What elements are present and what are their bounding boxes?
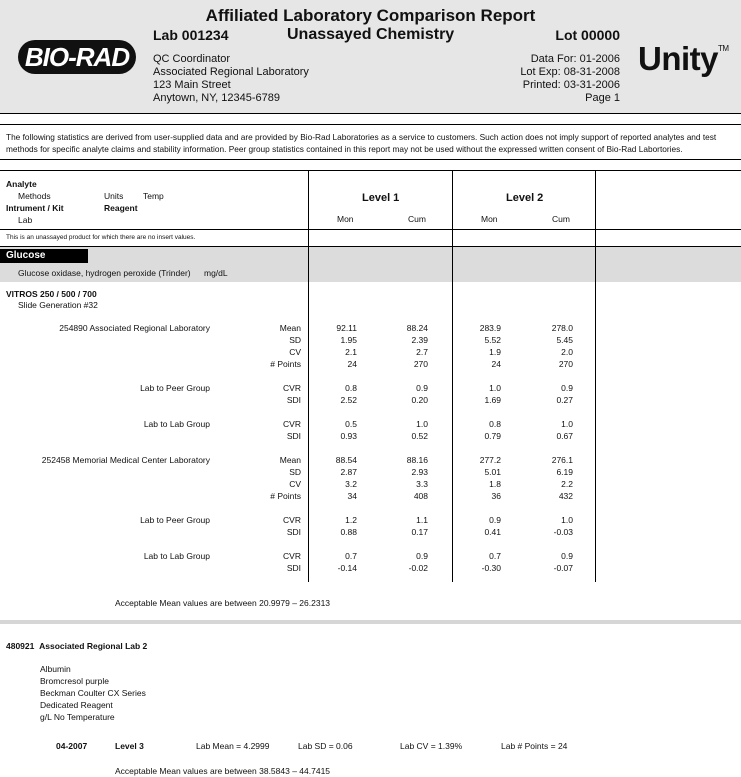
section2-level: Level 3 [115, 741, 144, 751]
peer-row-l2-mon: 0.9 [489, 515, 501, 525]
stat-row-l1-mon: 2.87 [340, 467, 357, 477]
peer-row-l1-mon: 0.8 [345, 383, 357, 393]
acceptable-range-1: Acceptable Mean values are between 20.9979 – 26.2313 [115, 598, 331, 608]
section2-lab-sd: Lab SD = 0.06 [298, 741, 353, 751]
stat-row-l1-mon: 88.54 [335, 455, 357, 465]
product-name: Unassayed Chemistry [287, 26, 455, 43]
labgroup-row-label: SDI [286, 431, 301, 441]
peer-row-l2-cum: 0.27 [556, 395, 573, 405]
labgroup-row-l1-mon: 0.93 [340, 431, 357, 441]
analyte-name: Glucose [0, 249, 88, 263]
analyte-method: Glucose oxidase, hydrogen peroxide (Trinder) [18, 268, 191, 278]
lab-number: Lab 001234 [153, 27, 229, 43]
peer-row-l2-mon: 1.69 [484, 395, 501, 405]
stat-row-l2-cum: 270 [558, 359, 573, 369]
stat-row-l2-cum: 2.0 [561, 347, 573, 357]
stat-row-l1-mon: 34 [347, 491, 357, 501]
stat-row-l1-cum: 408 [413, 491, 428, 501]
level1-header: Level 1 [362, 192, 400, 204]
section2-date: 04-2007 [56, 741, 88, 751]
labgroup-row-l1-cum: 1.0 [416, 419, 428, 429]
stat-row-l2-mon: 5.01 [484, 467, 501, 477]
labgroup-row-l1-mon: 0.5 [345, 419, 357, 429]
stat-row-label: CV [289, 347, 301, 357]
l1-cum-header: Cum [408, 214, 426, 224]
peer-row-l1-mon: 0.88 [340, 527, 357, 537]
stat-row-l1-cum: 3.3 [416, 479, 428, 489]
stat-row-l2-mon: 1.8 [489, 479, 501, 489]
peer-row-l1-cum: 0.17 [411, 527, 428, 537]
lab-name: 252458 Memorial Medical Center Laboratory [41, 455, 210, 465]
stat-row-label: CV [289, 479, 301, 489]
stat-row-l1-cum: 2.7 [416, 347, 428, 357]
stat-row-l2-mon: 1.9 [489, 347, 501, 357]
col-analyte: Analyte [6, 179, 37, 189]
section2-lab-mean: Lab Mean = 4.2999 [196, 741, 270, 751]
col-units: Units [104, 191, 124, 201]
stat-row-l1-cum: 2.39 [411, 335, 428, 345]
labgroup-row-label: SDI [286, 563, 301, 573]
acceptable-range-2: Acceptable Mean values are between 38.5843 – 44.7415 [115, 766, 331, 776]
report-title: Affiliated Laboratory Comparison Report [205, 6, 536, 25]
peer-row-label: SDI [286, 527, 301, 537]
labgroup-row-l2-cum: 0.67 [556, 431, 573, 441]
stat-row-label: Mean [279, 455, 301, 465]
stat-row-label: SD [289, 467, 301, 477]
labgroup-row-label: CVR [283, 419, 301, 429]
peer-row-label: CVR [283, 515, 301, 525]
labgroup-row-l2-cum: -0.07 [553, 563, 573, 573]
col-instrument: Intrument / Kit [6, 203, 64, 213]
stat-row-l2-cum: 432 [558, 491, 573, 501]
labgroup-row-l2-cum: 0.9 [561, 551, 573, 561]
l2-mon-header: Mon [481, 214, 498, 224]
peer-row-label: SDI [286, 395, 301, 405]
instrument-name: VITROS 250 / 500 / 700 [6, 289, 97, 299]
peer-row-l2-cum: -0.03 [553, 527, 573, 537]
unity-logo: Unity™ [638, 40, 729, 77]
stat-row-l1-cum: 88.24 [406, 323, 428, 333]
peer-row-l2-cum: 0.9 [561, 383, 573, 393]
address-block: QC Coordinator Associated Regional Laboratory 123 Main Street Anytown, NY, 12345-6789 [153, 53, 309, 104]
stat-row-l1-mon: 24 [347, 359, 357, 369]
labgroup-row-l1-mon: 0.7 [345, 551, 357, 561]
stat-row-l1-mon: 1.95 [340, 335, 357, 345]
labgroup-row-l2-mon: 0.8 [489, 419, 501, 429]
labgroup-row-l1-mon: -0.14 [337, 563, 357, 573]
stat-row-l2-mon: 24 [491, 359, 501, 369]
lab-group-title: Lab to Lab Group [143, 551, 210, 561]
peer-group-title: Lab to Peer Group [140, 383, 210, 393]
section2-lab-points: Lab # Points = 24 [501, 741, 568, 751]
stat-row-l2-mon: 277.2 [479, 455, 501, 465]
stat-row-l1-cum: 88.16 [406, 455, 428, 465]
l2-cum-header: Cum [552, 214, 570, 224]
level2-header: Level 2 [506, 192, 544, 204]
stat-row-label: # Points [270, 491, 301, 501]
stat-row-l1-mon: 3.2 [345, 479, 357, 489]
peer-row-l2-cum: 1.0 [561, 515, 573, 525]
labgroup-row-l1-cum: -0.02 [408, 563, 428, 573]
stat-row-l2-cum: 276.1 [551, 455, 573, 465]
stat-row-l1-mon: 2.1 [345, 347, 357, 357]
labgroup-row-l2-mon: 0.7 [489, 551, 501, 561]
labgroup-row-l2-mon: -0.30 [481, 563, 501, 573]
peer-row-label: CVR [283, 383, 301, 393]
instrument-generation: Slide Generation #32 [18, 300, 98, 310]
stat-row-l2-cum: 5.45 [556, 335, 573, 345]
col-temp: Temp [143, 191, 164, 201]
stat-row-l1-cum: 270 [413, 359, 428, 369]
section2-details: Albumin Bromcresol purple Beckman Coulter CX Series Dedicated Reagent g/L No Temperature [40, 664, 146, 722]
analyte-units: mg/dL [204, 268, 228, 278]
stat-row-l2-mon: 5.52 [484, 335, 501, 345]
l1-mon-header: Mon [337, 214, 354, 224]
labgroup-row-l2-cum: 1.0 [561, 419, 573, 429]
stat-row-l1-mon: 92.11 [336, 323, 357, 333]
unassayed-note: This is an unassayed product for which there are no insert values. [6, 234, 196, 241]
stat-row-l1-cum: 2.93 [411, 467, 428, 477]
stat-row-label: SD [289, 335, 301, 345]
col-methods: Methods [18, 191, 51, 201]
col-reagent: Reagent [104, 203, 138, 213]
labgroup-row-label: CVR [283, 551, 301, 561]
labgroup-row-l2-mon: 0.79 [484, 431, 501, 441]
stat-row-l2-mon: 283.9 [479, 323, 501, 333]
col-lab: Lab [18, 215, 33, 225]
lab-name: 254890 Associated Regional Laboratory [59, 323, 210, 333]
section2-title: 480921 Associated Regional Lab 2 [6, 641, 148, 651]
peer-row-l1-cum: 0.20 [411, 395, 428, 405]
stat-row-l2-cum: 6.19 [556, 467, 573, 477]
peer-row-l1-cum: 0.9 [416, 383, 428, 393]
bio-rad-logo: BIO-RAD [18, 40, 136, 74]
peer-row-l2-mon: 1.0 [489, 383, 501, 393]
peer-row-l2-mon: 0.41 [484, 527, 501, 537]
stat-row-label: # Points [270, 359, 301, 369]
peer-row-l1-mon: 2.52 [340, 395, 357, 405]
disclaimer: The following statistics are derived from user-supplied data and are provided by Bio-Rad Laboratories as a service to customers. Such action does not imply support of reported analytes and test methods for specific analyte claims and stability information. Peer group statistics contained in this report may not be used without the expressed written consent of Bio-Rad Labortories. [6, 132, 717, 154]
peer-row-l1-cum: 1.1 [416, 515, 428, 525]
stat-row-l2-mon: 36 [491, 491, 501, 501]
stat-row-l2-cum: 2.2 [561, 479, 573, 489]
lab-group-title: Lab to Lab Group [143, 419, 210, 429]
labgroup-row-l1-cum: 0.9 [416, 551, 428, 561]
stat-row-l2-cum: 278.0 [551, 323, 573, 333]
peer-row-l1-mon: 1.2 [345, 515, 357, 525]
section2-lab-cv: Lab CV = 1.39% [400, 741, 463, 751]
lot-number: Lot 00000 [555, 27, 620, 43]
date-block: Data For: 01-2006 Lot Exp: 08-31-2008 Printed: 03-31-2006 Page 1 [520, 53, 620, 104]
peer-group-title: Lab to Peer Group [140, 515, 210, 525]
stat-row-label: Mean [279, 323, 301, 333]
labgroup-row-l1-cum: 0.52 [411, 431, 428, 441]
